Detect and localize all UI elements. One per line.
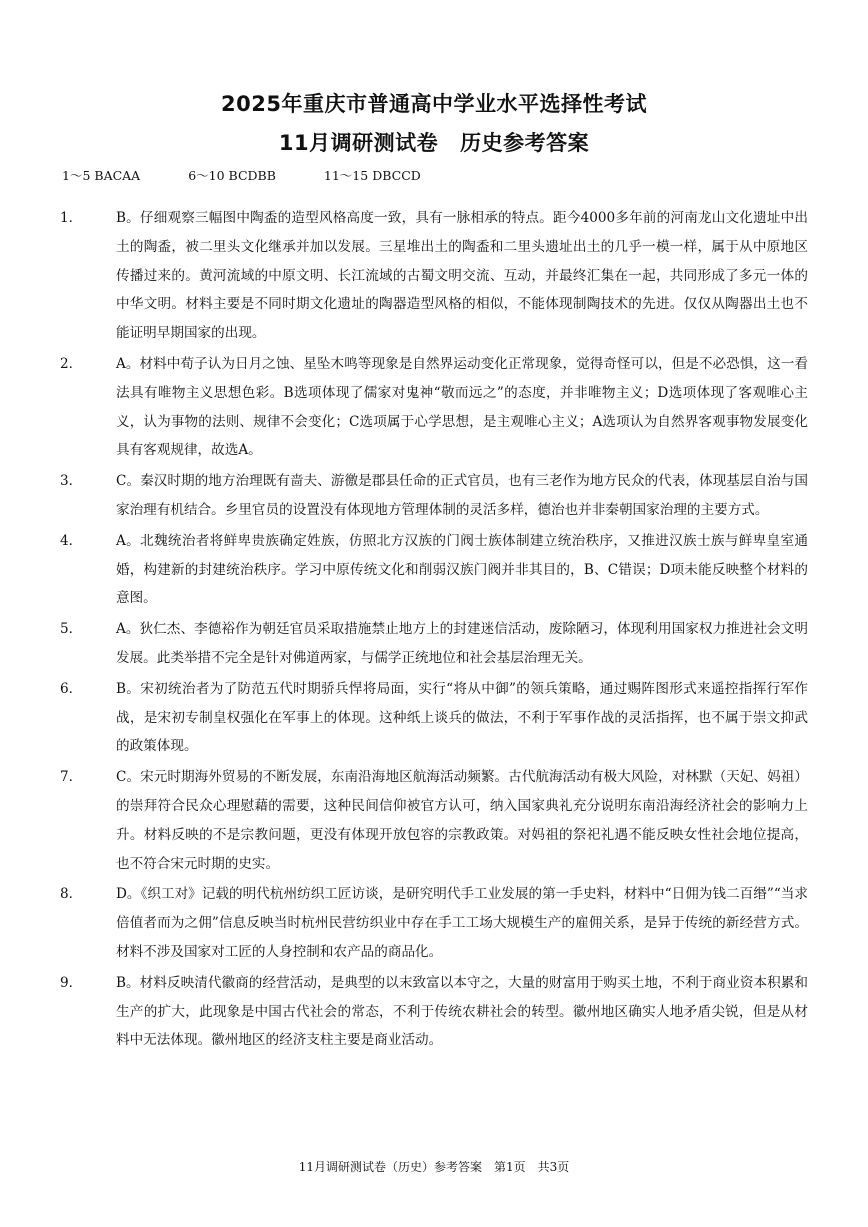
answer-item [60,527,808,613]
answer-explanations [60,204,808,1057]
answer-key-group: 6～10 BCDBB [188,168,276,183]
answer-item [60,350,808,465]
question-number: 4． [60,532,83,549]
answer-text: A。材料中荀子认为日月之蚀、星坠木鸣等现象是自然界运动变化正常现象，觉得奇怪可以，但是不必恐惧，这一看法具有唯物主义思想色彩。B选项体现了儒家对鬼神“敬而远之”的态度，并非唯物主义；D选项体现了客观唯心主义，认为事物的法则、规律不会变化；C选项属于心学思想，是主观唯心主义；A选项认为自然界客观事物发展变化具有客观规律，故选A。 [116,355,808,459]
question-number: 9． [60,974,83,991]
answer-key-group: 1～5 BACAA [62,168,141,183]
answer-text: A。狄仁杰、李德裕作为朝廷官员采取措施禁止地方上的封建迷信活动，废除陋习，体现利用国家权力推进社会文明发展。此类举措不完全是针对佛道两家，与儒学正统地位和社会基层治理无关。 [116,621,808,666]
question-number: 3． [60,473,83,490]
answer-text: C。宋元时期海外贸易的不断发展，东南沿海地区航海活动频繁。古代航海活动有极大风险，对林默（天妃、妈祖）的崇拜符合民众心理慰藉的需要，这种民间信仰被官方认可，纳入国家典礼充分说明东南沿海经济社会的影响力上升。材料反映的不是宗教问题，更没有体现开放包容的宗教政策。对妈祖的祭祀礼遇不能反映女性社会地位提高，也不符合宋元时期的史实。 [116,769,808,872]
answer-text: C。秦汉时期的地方治理既有啬夫、游徼是郡县任命的正式官员，也有三老作为地方民众的代表，体现基层自治与国家治理有机结合。乡里官员的设置没有体现地方管理体制的灵活多样，德治也并非秦朝国家治理的主要方式。 [116,473,808,518]
document-title: 2025年重庆市普通高中学业水平选择性考试 [221,92,647,116]
document-subtitle [0,127,868,157]
question-number: 6． [60,680,83,697]
question-number: 8． [60,886,83,903]
page-footer: 11月调研测试卷（历史）参考答案 第1页 共3页 [298,1160,570,1174]
answer-item [60,880,808,966]
answer-text: B。仔细观察三幅图中陶盉的造型风格高度一致，具有一脉相承的特点。距今4000多年前的河南龙山文化遗址中出土的陶盉，被二里头文化继承并加以发展。三星堆出土的陶盉和二里头遗址出土的几乎一模一样，属于从中原地区传播过来的。黄河流域的中原文明、长江流域的古蜀文明交流、互动，并最终汇集在一起，共同形成了多元一体的中华文明。材料主要是不同时期文化遗址的陶器造型风格的相似，不能体现制陶技术的先进。仅仅从陶器出土也不能证明早期国家的出现。 [116,210,808,342]
subtitle-subject: 历史参考答案 [460,131,590,155]
answer-item [60,763,808,878]
answer-text: B。材料反映清代徽商的经营活动，是典型的以末致富以本守之，大量的财富用于购买土地，不利于商业资本积累和生产的扩大，此现象是中国古代社会的常态，不利于传统农耕社会的转型。徽州地区确实人地矛盾尖锐，但是从材料中无法体现。徽州地区的经济支柱主要是商业活动。 [116,974,808,1049]
question-number: 2． [60,355,83,372]
subtitle-exam: 11月调研测试卷 [278,131,439,155]
answer-item [60,969,808,1055]
answer-key-row [62,166,465,184]
answer-text: A。北魏统治者将鲜卑贵族确定姓族，仿照北方汉族的门阀士族体制建立统治秩序，又推进汉族士族与鲜卑皇室通婚，构建新的封建统治秩序。学习中原传统文化和削弱汉族门阀并非其目的，B、C错误；D项未能反映整个材料的意图。 [116,532,808,607]
question-number: 7． [60,769,83,786]
question-number: 1． [60,210,83,226]
answer-item [60,204,808,348]
answer-key-group: 11～15 DBCCD [323,168,421,183]
answer-item [60,615,808,673]
answer-text: B。宋初统治者为了防范五代时期骄兵悍将局面，实行“将从中御”的领兵策略，通过赐阵图形式来遥控指挥行军作战，是宋初专制皇权强化在军事上的体现。这种纸上谈兵的做法，不利于军事作战的灵活指挥，也不属于崇文抑武的政策体现。 [116,680,808,755]
answer-text: D。《织工对》记载的明代杭州纺织工匠访谈，是研究明代手工业发展的第一手史料，材料中“日佣为钱二百缗”“当求倍值者而为之佣”信息反映当时杭州民营纺织业中存在手工工场大规模生产的雇佣关系，是异于传统的新经营方式。材料不涉及国家对工匠的人身控制和农产品的商品化。 [116,886,808,960]
answer-item [60,675,808,761]
question-number: 5． [60,621,83,638]
answer-item [60,467,808,525]
